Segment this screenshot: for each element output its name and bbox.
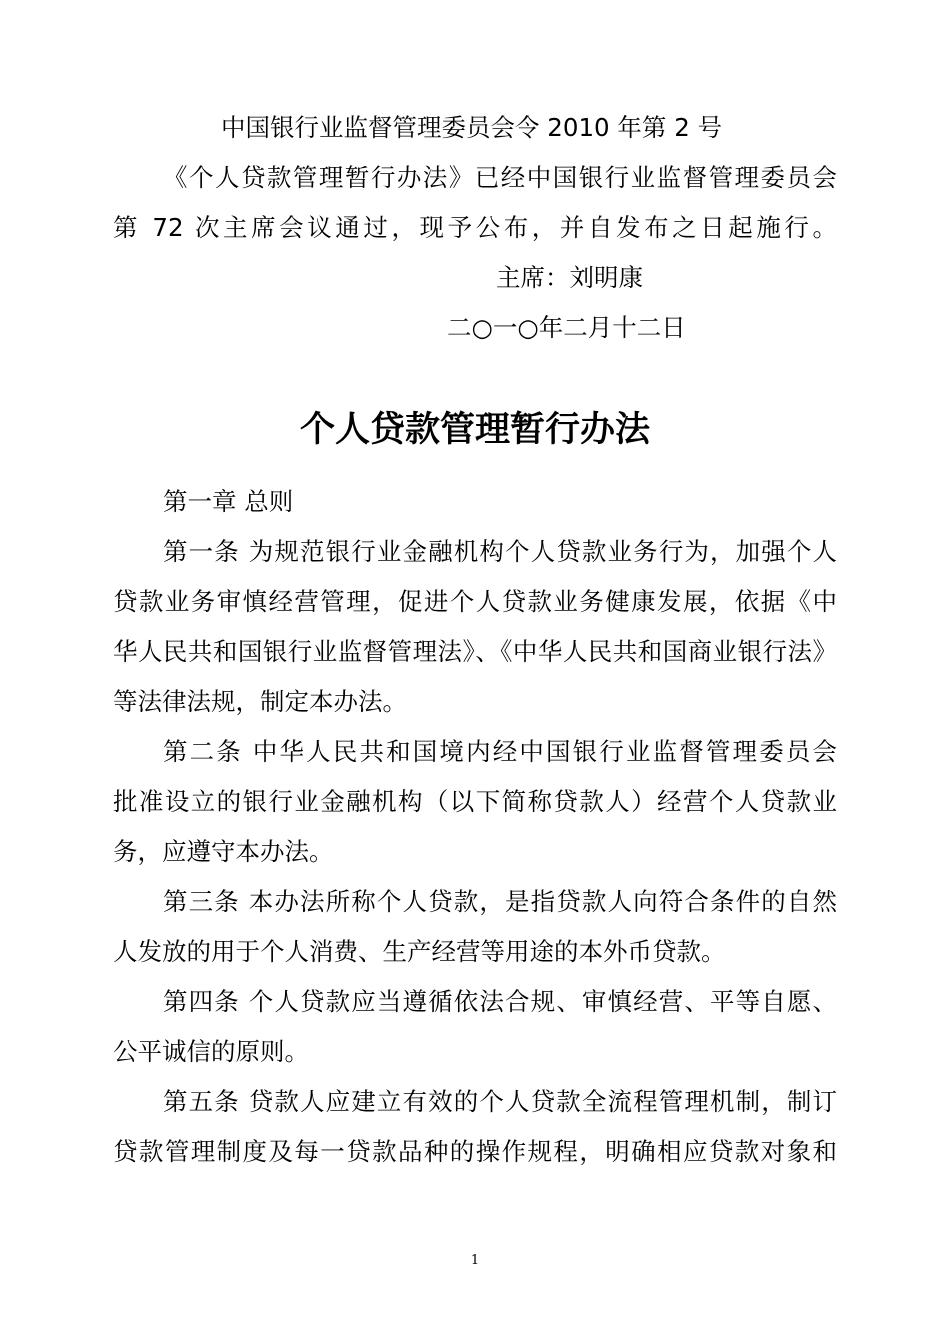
article-1-line: 华人民共和国银行业监督管理法》、《中华人民共和国商业银行法》: [113, 637, 837, 666]
article-5-line: 贷款管理制度及每一贷款品种的操作规程，明确相应贷款对象和: [113, 1137, 837, 1166]
article-3-line: 第三条 本办法所称个人贷款，是指贷款人向符合条件的自然: [163, 887, 837, 916]
article-3-line: 人发放的用于个人消费、生产经营等用途的本外币贷款。: [113, 937, 726, 966]
article-1-line: 贷款业务审慎经营管理，促进个人贷款业务健康发展，依据《中: [113, 587, 837, 616]
page-number: 1: [470, 1253, 480, 1268]
article-2-line: 第二条 中华人民共和国境内经中国银行业监督管理委员会: [163, 737, 837, 766]
article-4-line: 第四条 个人贷款应当遵循依法合规、审慎经营、平等自愿、: [163, 987, 837, 1016]
issue-date: 二○一○年二月十二日: [447, 313, 686, 342]
article-5-line: 第五条 贷款人应建立有效的个人贷款全流程管理机制，制订: [163, 1087, 837, 1116]
article-2-line: 批准设立的银行业金融机构（以下简称贷款人）经营个人贷款业: [113, 787, 837, 816]
article-2-line: 务，应遵守本办法。: [113, 837, 334, 866]
chapter-heading: 第一章 总则: [163, 487, 294, 516]
document-title: 个人贷款管理暂行办法: [299, 410, 650, 450]
order-body-line: 第 72 次主席会议通过，现予公布，并自发布之日起施行。: [113, 213, 837, 242]
article-4-line: 公平诚信的原则。: [113, 1037, 309, 1066]
order-header: 中国银行业监督管理委员会令 2010 年第 2 号: [221, 113, 723, 142]
order-body-line: 《个人贷款管理暂行办法》已经中国银行业监督管理委员会: [163, 163, 837, 192]
signature: 主席：刘明康: [496, 263, 643, 292]
article-1-line: 等法律法规，制定本办法。: [113, 687, 407, 716]
article-1-line: 第一条 为规范银行业金融机构个人贷款业务行为，加强个人: [163, 537, 837, 566]
